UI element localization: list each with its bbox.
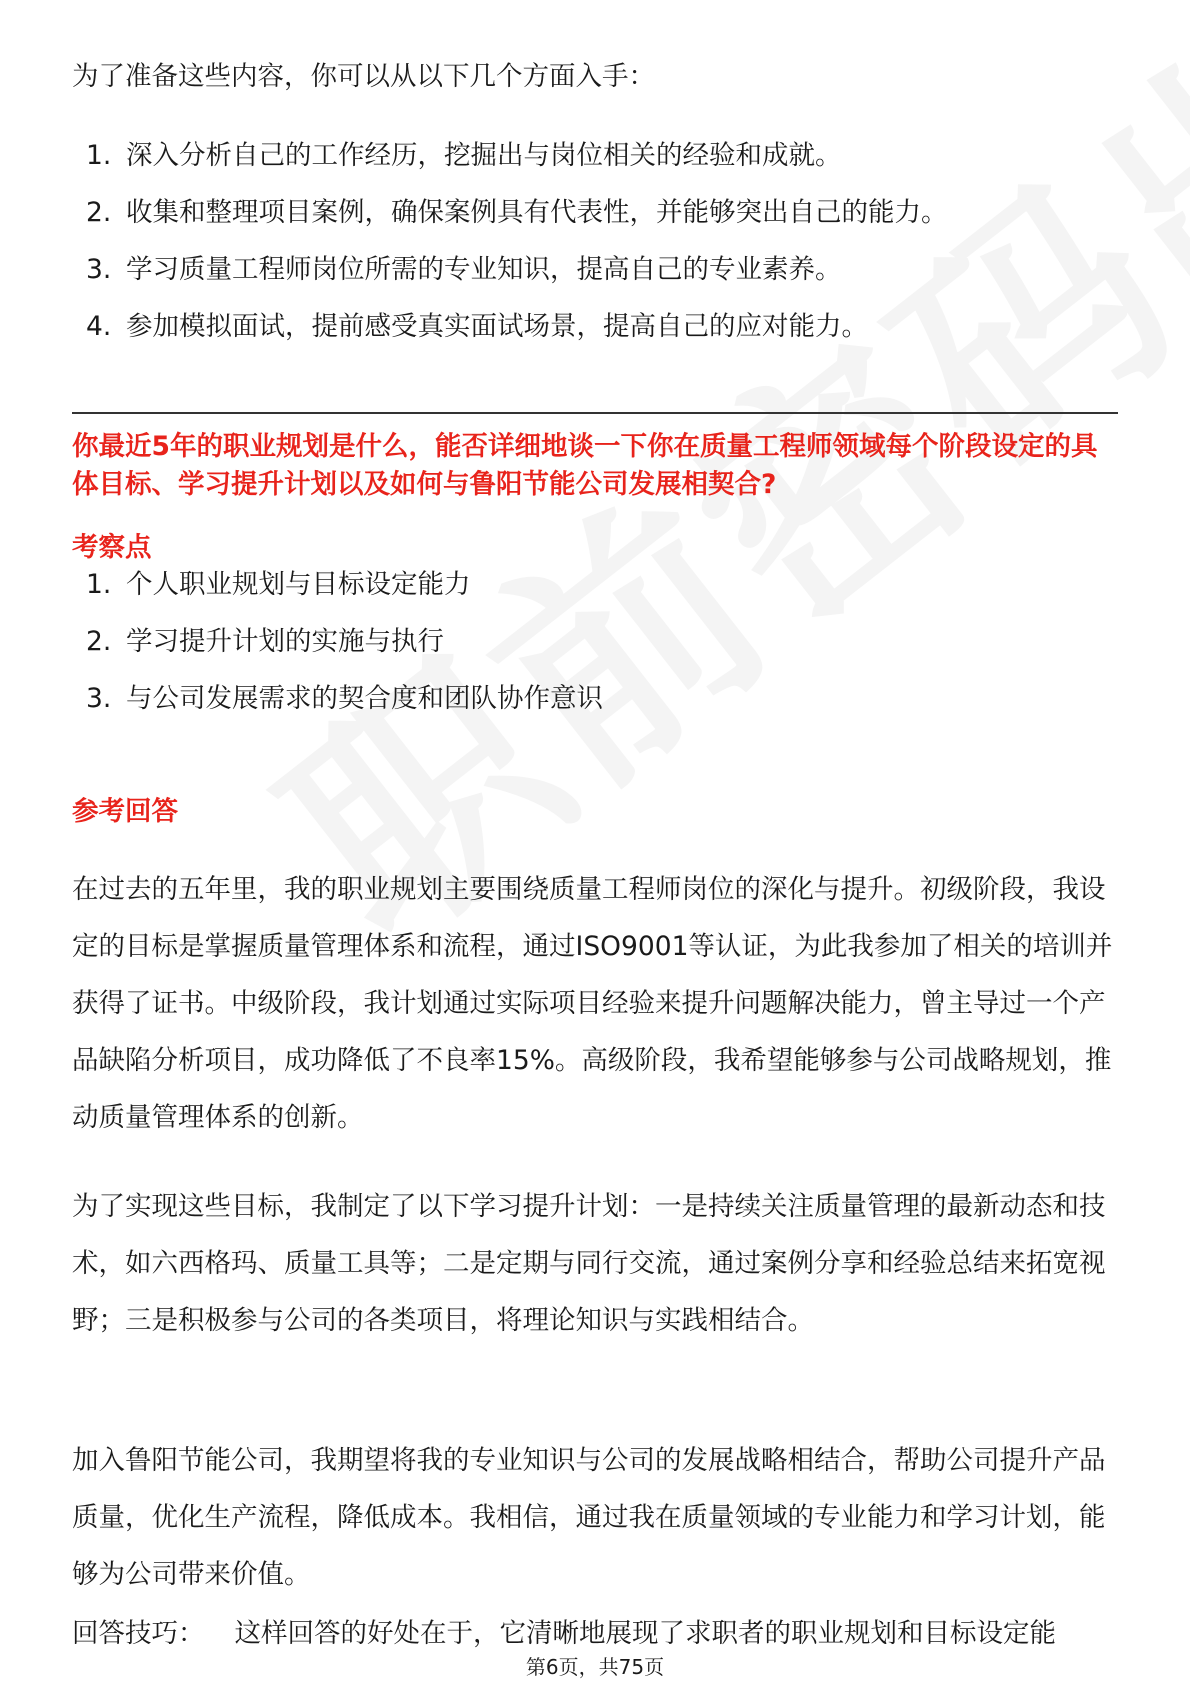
answer-paragraph-2: 为了实现这些目标，我制定了以下学习提升计划：一是持续关注质量管理的最新动态和技术，如六西格玛、质量工具等；二是定期与同行交流，通过案例分享和经验总结来拓宽视野；三是积极参与公司的各类项目，将理论知识与实践相结合。 <box>72 1191 1106 1336</box>
section-divider <box>72 412 1118 414</box>
kaocha-list <box>72 556 1118 727</box>
page-footer: 第6页，共75页 <box>525 1655 665 1679</box>
cankao-heading: 参考回答 <box>72 796 178 827</box>
list-number: 1. <box>86 140 112 171</box>
list-item <box>72 127 1118 184</box>
list-number: 2. <box>86 197 112 228</box>
list-item <box>72 670 1118 727</box>
list-number: 4. <box>86 311 112 342</box>
list-text: 深入分析自己的工作经历，挖掘出与岗位相关的经验和成就。 <box>126 140 842 171</box>
list-number: 2. <box>86 626 112 657</box>
intro-paragraph: 为了准备这些内容，你可以从以下几个方面入手： <box>72 61 655 92</box>
list-text: 学习质量工程师岗位所需的专业知识，提高自己的专业素养。 <box>126 254 842 285</box>
list-text: 收集和整理项目案例，确保案例具有代表性，并能够突出自己的能力。 <box>126 197 948 228</box>
tip-text: 这样回答的好处在于，它清晰地展现了求职者的职业规划和目标设定能 <box>234 1618 1056 1649</box>
list-text: 与公司发展需求的契合度和团队协作意识 <box>126 683 603 714</box>
answer-paragraph-3: 加入鲁阳节能公司，我期望将我的专业知识与公司的发展战略相结合，帮助公司提升产品质量，优化生产流程，降低成本。我相信，通过我在质量领域的专业能力和学习计划，能够为公司带来价值。 <box>72 1445 1106 1590</box>
list-text: 个人职业规划与目标设定能力 <box>126 569 471 600</box>
list-item <box>72 556 1118 613</box>
list-item <box>72 241 1118 298</box>
list-text: 参加模拟面试，提前感受真实面试场景，提高自己的应对能力。 <box>126 311 868 342</box>
tip-label: 回答技巧： <box>72 1618 205 1649</box>
list-number: 3. <box>86 683 112 714</box>
list-item <box>72 613 1118 670</box>
list-number: 1. <box>86 569 112 600</box>
answer-tip <box>72 1614 1118 1654</box>
question-heading: 你最近5年的职业规划是什么，能否详细地谈一下你在质量工程师领域每个阶段设定的具体目标、学习提升计划以及如何与鲁阳节能公司发展相契合? <box>72 431 1098 500</box>
answer-paragraph-1: 在过去的五年里，我的职业规划主要围绕质量工程师岗位的深化与提升。初级阶段，我设定的目标是掌握质量管理体系和流程，通过ISO9001等认证，为此我参加了相关的培训并获得了证书。中级阶段，我计划通过实际项目经验来提升问题解决能力，曾主导过一个产品缺陷分析项目，成功降低了不良率15%。高级阶段，我希望能够参与公司战略规划，推动质量管理体系的创新。 <box>72 874 1113 1133</box>
list-item <box>72 298 1118 355</box>
prep-list <box>72 127 1118 355</box>
list-text: 学习提升计划的实施与执行 <box>126 626 444 657</box>
kaocha-heading: 考察点 <box>72 532 152 563</box>
list-item <box>72 184 1118 241</box>
list-number: 3. <box>86 254 112 285</box>
